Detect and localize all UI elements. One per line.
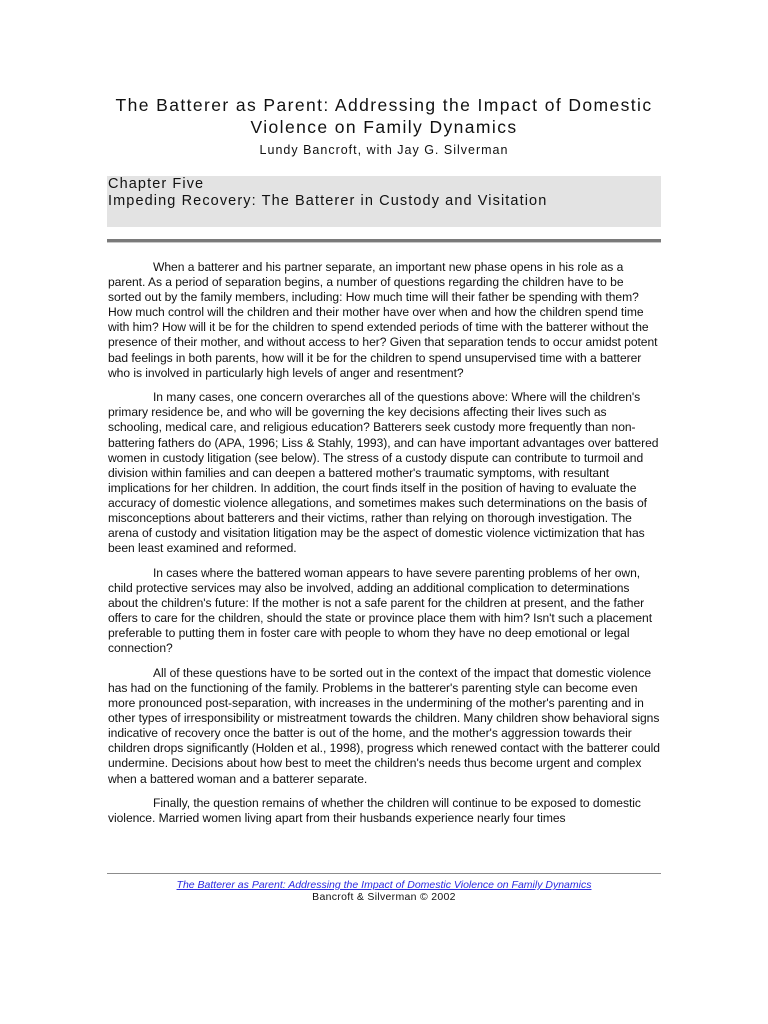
header-divider (107, 239, 661, 243)
footer-book-link[interactable]: The Batterer as Parent: Addressing the Impact of Domestic Violence on Family Dynamics (176, 879, 592, 891)
chapter-number: Chapter Five (108, 176, 205, 192)
book-title: The Batterer as Parent: Addressing the Impact of Domestic Violence on Family Dynamics (115, 95, 653, 137)
paragraph: In many cases, one concern overarches all of the questions above: Where will the children's primary residence be, and who will be governing the key decisions affecting their lives such as schooling, medical care, and religious education? Batterers seek custody more frequently than non-battering fathers do (APA, 1996; Liss & Stahly, 1993), and can have important advantages over battered women in custody litigation (see below). The stress of a custody dispute can contribute to turmoil and division within families and can deepen a battered mother's traumatic symptoms, with resultant implications for her children. In addition, the court finds itself in the position of having to evaluate the accuracy of domestic violence allegations, and sometimes makes such determinations on the basis of misconceptions about batterers and their victims, rather than relying on thorough investigation. The arena of custody and visitation litigation may be the aspect of domestic violence victimization that has been least examined and reformed. (108, 390, 659, 556)
chapter-title: Impeding Recovery: The Batterer in Custody and Visitation (108, 193, 548, 209)
paragraph: Finally, the question remains of whether the children will continue to be exposed to domestic violence. Married women living apart from their husbands experience nearly four times (108, 796, 641, 826)
paragraph: When a batterer and his partner separate, an important new phase opens in his role as a parent. As a period of separation begins, a number of questions regarding the children have to be sorted out by the family members, including: How much time will their father be spending with them? How much control will the children and their mother have over when and how the children spend time with him? How will it be for the children to spend extended periods of time with the batterer without the presence of their mother, and without access to her? Given that separation tends to occur amidst potent bad feelings in both parents, how will it be for the children to spend unsupervised time with a batterer who is involved in particularly high levels of anger and resentment? (108, 260, 658, 380)
body-text (108, 260, 660, 836)
paragraph: All of these questions have to be sorted out in the context of the impact that domestic violence has had on the functioning of the family. Problems in the batterer's parenting style can become even more pronounced post-separation, with increases in the undermining of the mother's parenting and in other types of irresponsibility or mistreatment towards the children. Many children show behavioral signs indicative of recovery once the batter is out of the home, and the mother's aggression towards their children drops significantly (Holden et al., 1998), progress which renewed contact with the batterer could undermine. Decisions about how best to meet the children's needs thus become urgent and complex when a battered woman and a batterer separate. (108, 665, 660, 786)
footer-copyright: Bancroft & Silverman © 2002 (312, 891, 456, 903)
authors-line: Lundy Bancroft, with Jay G. Silverman (259, 143, 509, 157)
paragraph: In cases where the battered woman appears to have severe parenting problems of her own, child protective services may also be involved, adding an additional complication to determinations about the children's future: If the mother is not a safe parent for the children at present, and the father offers to care for the children, should the state or province place them with him? Isn't such a placement preferable to putting them in foster care with people to whom they have no deep emotional or legal connection? (108, 565, 653, 656)
footer-divider (107, 873, 661, 874)
